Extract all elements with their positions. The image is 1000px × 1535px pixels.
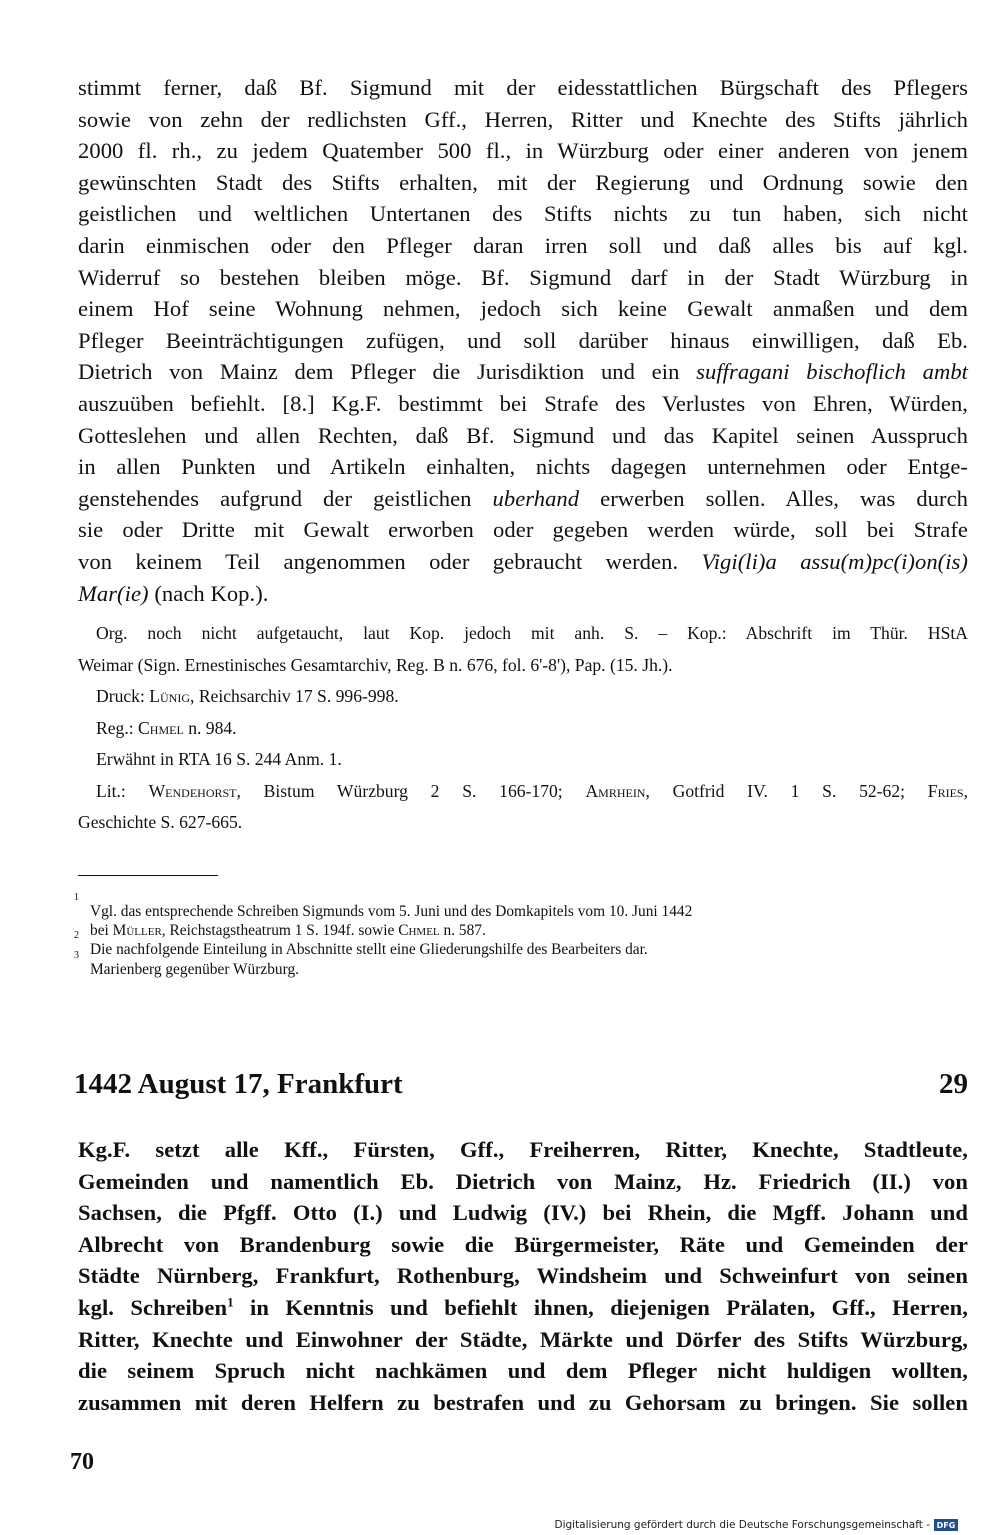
apparatus-label: Druck: xyxy=(96,686,145,706)
apparatus-line: Org. noch nicht aufgetaucht, laut Kop. jedoch mit anh. S. – Kop.: Abschrift im Thür. HStA xyxy=(96,623,968,643)
footnote-text: , Reichstagstheatrum 1 S. 194f. sowie xyxy=(161,922,395,940)
regest-paragraph xyxy=(78,1134,968,1418)
text-line: Pfleger Beeinträchtigungen zufügen, und soll darüber hinaus einwilligen, daß Eb. xyxy=(78,327,968,353)
apparatus-druck xyxy=(78,681,968,713)
text-segment: erwerben sollen. Alles, was durch xyxy=(600,485,969,511)
page-number: 70 xyxy=(70,1449,94,1475)
entry-number: 29 xyxy=(939,1068,968,1100)
text-line xyxy=(78,483,968,515)
text-segment: (nach Kop.). xyxy=(154,580,269,606)
text-line: die seinem Spruch nicht nachkämen und dem Pfleger nicht huldigen wollten, xyxy=(78,1358,968,1384)
text-segment: in Kenntnis und befiehlt ihnen, diejenigen Prälaten, Gff., Herren, xyxy=(250,1294,968,1320)
apparatus-text: , Bistum Würzburg 2 S. 166-170; xyxy=(236,780,563,801)
italic-dating: Mar(ie) xyxy=(78,580,149,606)
footnote-text: Vgl. das entsprechende Schreiben Sigmunds vom 5. Juni und des Domkapitels vom 10. Juni 1442 xyxy=(90,903,693,920)
apparatus-reg xyxy=(78,713,968,745)
footnote: 1 Vgl. das entsprechende Schreiben Sigmunds vom 5. Juni und des Domkapitels vom 10. Juni 1442 xyxy=(74,892,693,920)
source-apparatus xyxy=(78,618,968,839)
text-line: einem Hof seine Wohnung nehmen, jedoch sich keine Gewalt anmaßen und dem xyxy=(78,296,968,322)
footnote-continuation xyxy=(74,921,974,940)
apparatus-text: , Reichsarchiv 17 S. 996-998. xyxy=(190,686,399,706)
digitization-credit xyxy=(554,1519,958,1531)
author-name: Chmel xyxy=(398,922,440,940)
footnote-divider xyxy=(78,875,218,876)
author-name: Wendehorst xyxy=(148,780,237,801)
footnote: 2 Die nachfolgende Einteilung in Abschnitte stellt eine Gliederungshilfe des Bearbeiters dar. xyxy=(74,930,648,959)
main-paragraph xyxy=(78,72,968,609)
author-name: Lünig xyxy=(149,686,191,706)
footnote-text: Marienberg gegenüber Würzburg. xyxy=(90,960,299,978)
author-name: Amrhein xyxy=(585,780,646,801)
text-segment: kgl. Schreiben xyxy=(78,1294,228,1320)
footnote-text: n. 587. xyxy=(443,922,486,940)
text-line: sie oder Dritte mit Gewalt erworben oder gegeben werden würde, soll bei Strafe xyxy=(78,517,968,543)
text-line: Kg.F. setzt alle Kff., Fürsten, Gff., Freiherren, Ritter, Knechte, Stadtleute, xyxy=(78,1137,968,1162)
text-line: Städte Nürnberg, Frankfurt, Rothenburg, Windsheim und Schweinfurt von seinen xyxy=(78,1263,968,1289)
footnote-text: Die nachfolgende Einteilung in Abschnitte stellt eine Gliederungshilfe des Bearbeiters dar. xyxy=(90,941,648,959)
italic-dating: Vigi(li)a assu(m)pc(i)on(is) xyxy=(701,548,968,574)
text-line: Ritter, Knechte und Einwohner der Städte, Märkte und Dörfer des Stifts Würzburg, xyxy=(78,1326,968,1352)
apparatus-lit xyxy=(78,776,968,808)
text-line: sowie von zehn der redlichsten Gff., Herren, Ritter und Knechte des Stifts jährlich xyxy=(78,106,968,132)
apparatus-line: Geschichte S. 627-665. xyxy=(78,812,243,832)
text-line: Widerruf so bestehen bleiben möge. Bf. Sigmund darf in der Stadt Würzburg in xyxy=(78,264,968,290)
footnote-text: bei xyxy=(90,922,109,940)
text-line xyxy=(78,356,968,388)
text-line: in allen Punkten und Artikeln einhalten, nichts dagegen unternehmen oder Entge- xyxy=(78,454,968,480)
text-line: gewünschten Stadt des Stifts erhalten, mit der Regierung und Ordnung sowie den xyxy=(78,169,968,195)
italic-quote: uberhand xyxy=(492,485,580,511)
text-line: geistlichen und weltlichen Untertanen des Stifts nichts zu tun haben, sich nicht xyxy=(78,201,968,227)
apparatus-label: Reg.: xyxy=(96,717,134,738)
text-line: Albrecht von Brandenburg sowie die Bürgermeister, Räte und Gemeinden der xyxy=(78,1231,968,1257)
text-line xyxy=(78,1292,968,1324)
italic-quote: suffragani bischoflich ambt xyxy=(696,359,969,385)
apparatus-line: Weimar (Sign. Ernestinisches Gesamtarchiv, Reg. B n. 676, fol. 6'-8'), Pap. (15. Jh.). xyxy=(78,654,673,675)
dfg-logo: DFG xyxy=(934,1519,958,1531)
apparatus-label: Lit.: xyxy=(96,780,126,801)
entry-heading xyxy=(74,1062,968,1106)
text-segment: genstehendes aufgrund der geistlichen xyxy=(78,485,472,511)
text-line: stimmt ferner, daß Bf. Sigmund mit der eidesstattlichen Bürgschaft des Pflegers xyxy=(78,75,968,100)
text-segment: Dietrich von Mainz dem Pfleger die Jurisdiktion und ein xyxy=(78,359,680,385)
footnotes xyxy=(74,892,974,979)
text-line xyxy=(78,546,968,578)
text-line: Gemeinden und namentlich Eb. Dietrich von Mainz, Hz. Friedrich (II.) von xyxy=(78,1168,968,1194)
apparatus-line: Erwähnt in RTA 16 S. 244 Anm. 1. xyxy=(96,749,342,769)
credit-text: Digitalisierung gefördert durch die Deutsche Forschungsgemeinschaft - xyxy=(554,1519,930,1531)
text-line: auszuüben befiehlt. [8.] Kg.F. bestimmt bei Strafe des Verlustes von Ehren, Würden, xyxy=(78,390,968,416)
text-line: Gotteslehen und allen Rechten, daß Bf. Sigmund und das Kapitel seinen Ausspruch xyxy=(78,422,968,448)
apparatus-text: , Gotfrid IV. 1 S. 52-62; xyxy=(645,780,906,801)
text-line: darin einmischen oder den Pfleger daran irren soll und daß alles bis auf kgl. xyxy=(78,232,968,258)
text-line: zusammen mit deren Helfern zu bestrafen und zu Gehorsam zu bringen. Sie sollen xyxy=(78,1389,968,1415)
text-line: 2000 fl. rh., zu jedem Quatember 500 fl., in Würzburg oder einer anderen von jenem xyxy=(78,138,968,164)
author-name: Chmel xyxy=(138,717,184,738)
entry-date-place: 1442 August 17, Frankfurt xyxy=(74,1068,403,1100)
author-name: Müller xyxy=(112,922,162,940)
author-name: Fries xyxy=(927,780,964,801)
text-line xyxy=(78,578,968,610)
footnote: 3 Marienberg gegenüber Würzburg. xyxy=(74,949,299,978)
apparatus-text: n. 984. xyxy=(188,717,237,738)
text-segment: von keinem Teil angenommen oder gebraucht werden. xyxy=(78,548,679,574)
apparatus-text: , xyxy=(963,780,968,801)
footnote-reference: 1 xyxy=(227,1294,234,1310)
text-line: Sachsen, die Pfgff. Otto (I.) und Ludwig (IV.) bei Rhein, die Mgff. Johann und xyxy=(78,1200,968,1226)
